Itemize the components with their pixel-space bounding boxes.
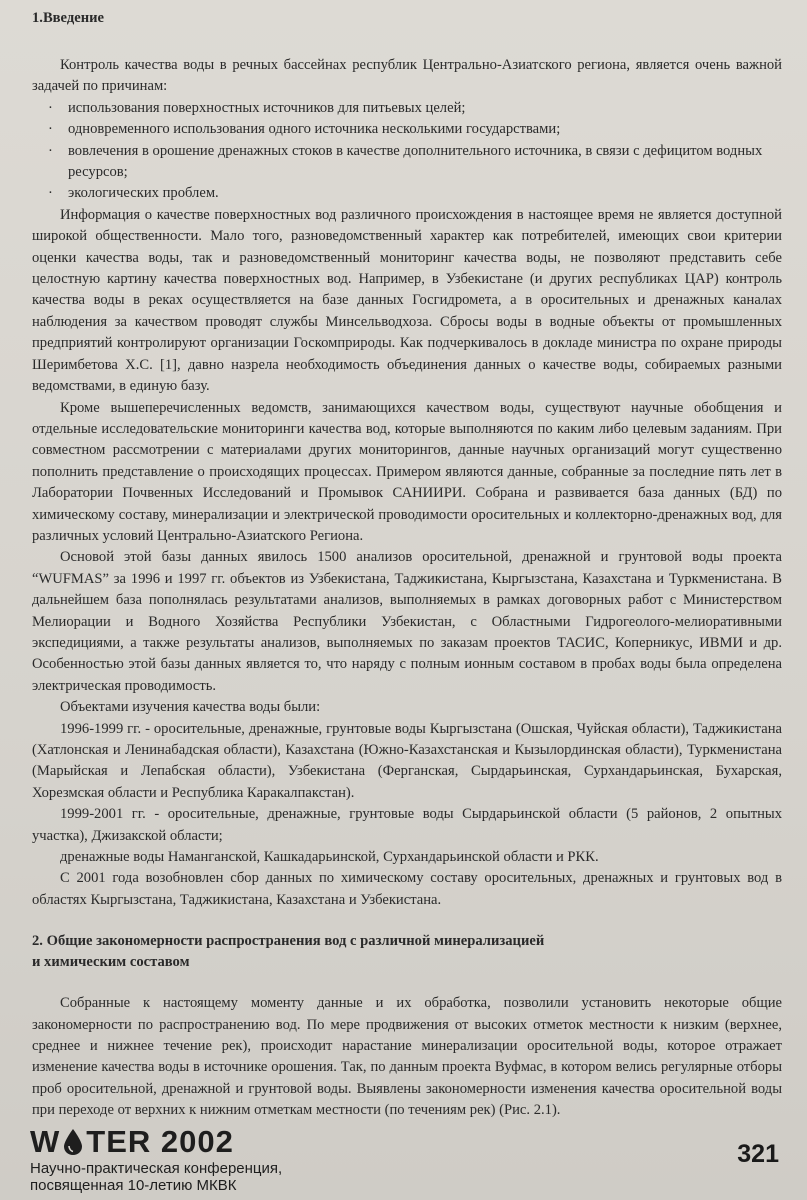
list-item: · экологических проблем. xyxy=(32,183,782,204)
paragraph: Собранные к настоящему моменту данные и их обработка, позволили установить некоторые общие закономерности по распространению вод. По мере продвижения от высоких отметок местности к низким (верхнее, среднее и нижнее течение рек), происходит нарастание минерализации оросительной воды, которое отражает изменение качества воды в источнике орошения. Так, по данным проекта Вуфмас, в котором велись регулярные отборы проб оросительной, дренажной и грунтовой воды. Выявлены закономерности изменения качества оросительной воды при переходе от верхних к нижним отметкам местности (по течениям рек) (Рис. 2.1). xyxy=(32,995,782,1119)
section-2-heading: 2. Общие закономерности распространения вод с различной минерализацией и химическим составом xyxy=(32,933,545,971)
paragraph: Кроме вышеперечисленных ведомств, занимающихся качеством воды, существуют научные обобщения и отдельные исследовательские мониторинги качества вод, которые выполняются по каким либо целевым заданиям. При совместном рассмотрении с материалами других мониторингов, данные научных организаций могут существенно пополнить представление о происходящих процессах. Примером являются данные, собранные за последние пять лет в Лаборатории Почвенных Исследований и Промывок САНИИРИ. Собрана и развивается база данных (БД) по химическому составу, минерализации и электрической проводимости оросительных и коллекторно-дренажных вод, для различных условий Центрально-Азиатского Региона. xyxy=(32,399,782,544)
water-drop-icon xyxy=(62,1128,84,1156)
bullet-icon: · xyxy=(48,121,53,138)
paragraph: дренажные воды Наманганской, Кашкадарьинской, Сурхандарьинской области и РКК. xyxy=(60,849,599,866)
section-1-heading: 1.Введение xyxy=(32,10,104,26)
paragraph: Основой этой базы данных явилось 1500 анализов оросительной, дренажной и грунтовой воды проекта “WUFMAS” за 1996 и 1997 гг. объектов из Узбекистана, Таджикистана, Кыргызстана, Казахстана и Туркменистана. В дальнейшем база пополнялась результатами анализов, выполняемых в рамках договорных работ с Министерством Мелиорации и Водного Хозяйства Республики Узбекистан, с Областными Гидрогеолого-мелиоративными экспедициями, а также результаты анализов, выполняемых по заказам проектов ТАСИС, Коперникус, ИВМИ и др. Особенностью этой базы данных является то, что наряду с полным ионным составом в пробах воды была определена электрическая проводимость. xyxy=(32,549,782,694)
paragraph: Информация о качестве поверхностных вод различного происхождения в настоящее время не является доступной широкой общественности. Мало того, разноведомственный характер как потребителей, имеющих свои критерии оценки качества воды, так и разноведомственный мониторинг качества воды, не позволяют представить себе целостную картину качества поверхностных вод. Например, в Узбекистане (и других республиках ЦАР) контроль качества воды в реках осуществляется на базе данных Госгидромета, а в оросительных и дренажных каналах наблюдения за качеством проводят службы Минсельводхоза. Сбросы воды в водные объекты от промышленных предприятий контролируют организации Госкомприроды. Как подчеркивалось в докладе министра по охране природы Шеримбетова Х.С. [1], давно назрела необходимость объединения данных о качестве воды, собираемых разными ведомствами, в единую базу. xyxy=(32,206,782,395)
bullet-icon: · xyxy=(48,99,53,116)
list-item: · вовлечения в орошение дренажных стоков в качестве дополнительного источника, в связи с дефицитом водных ресурсов; xyxy=(48,142,763,181)
paragraph: Контроль качества воды в речных бассейнах республик Центрально-Азиатского региона, является очень важной задачей по причинам: xyxy=(32,57,782,95)
logo-title: W TER 2002 xyxy=(30,1124,234,1159)
page-content xyxy=(32,8,782,1122)
paragraph: 1999-2001 гг. - оросительные, дренажные, грунтовые воды Сырдарьинской области (5 районов, 2 опытных участка), Джизакской области; xyxy=(32,806,782,844)
paragraph: 1996-1999 гг. - оросительные, дренажные, грунтовые воды Кыргызстана (Ошская, Чуйская области), Таджикистана (Хатлонская и Ленинабадская области), Казахстана (Южно-Казахстанская и Кызылординская области), Туркменистана (Марыйская и Лепабская области), Узбекистана (Ферганская, Сырдарьинская, Сурхандарьинская, Бухарская, Хорезмская области и Республика Каракалпакстан). xyxy=(32,720,782,801)
page-number: 321 xyxy=(737,1140,779,1168)
conference-logo xyxy=(30,1124,350,1194)
logo-subtitle: Научно-практическая конференция, посвященная 10-летию МКВК xyxy=(30,1160,283,1194)
paragraph: С 2001 года возобновлен сбор данных по химическому составу оросительных, дренажных и грунтовых вод в областях Кыргызстана, Таджикистана, Казахстана и Узбекистана. xyxy=(32,870,782,908)
bullet-icon: · xyxy=(48,142,53,159)
list-item: · одновременного использования одного источника несколькими государствами; xyxy=(32,119,782,140)
reasons-list xyxy=(32,98,782,205)
paragraph: Объектами изучения качества воды были: xyxy=(60,699,321,716)
list-item: · использования поверхностных источников для питьевых целей; xyxy=(32,98,782,119)
bullet-icon: · xyxy=(48,185,53,202)
